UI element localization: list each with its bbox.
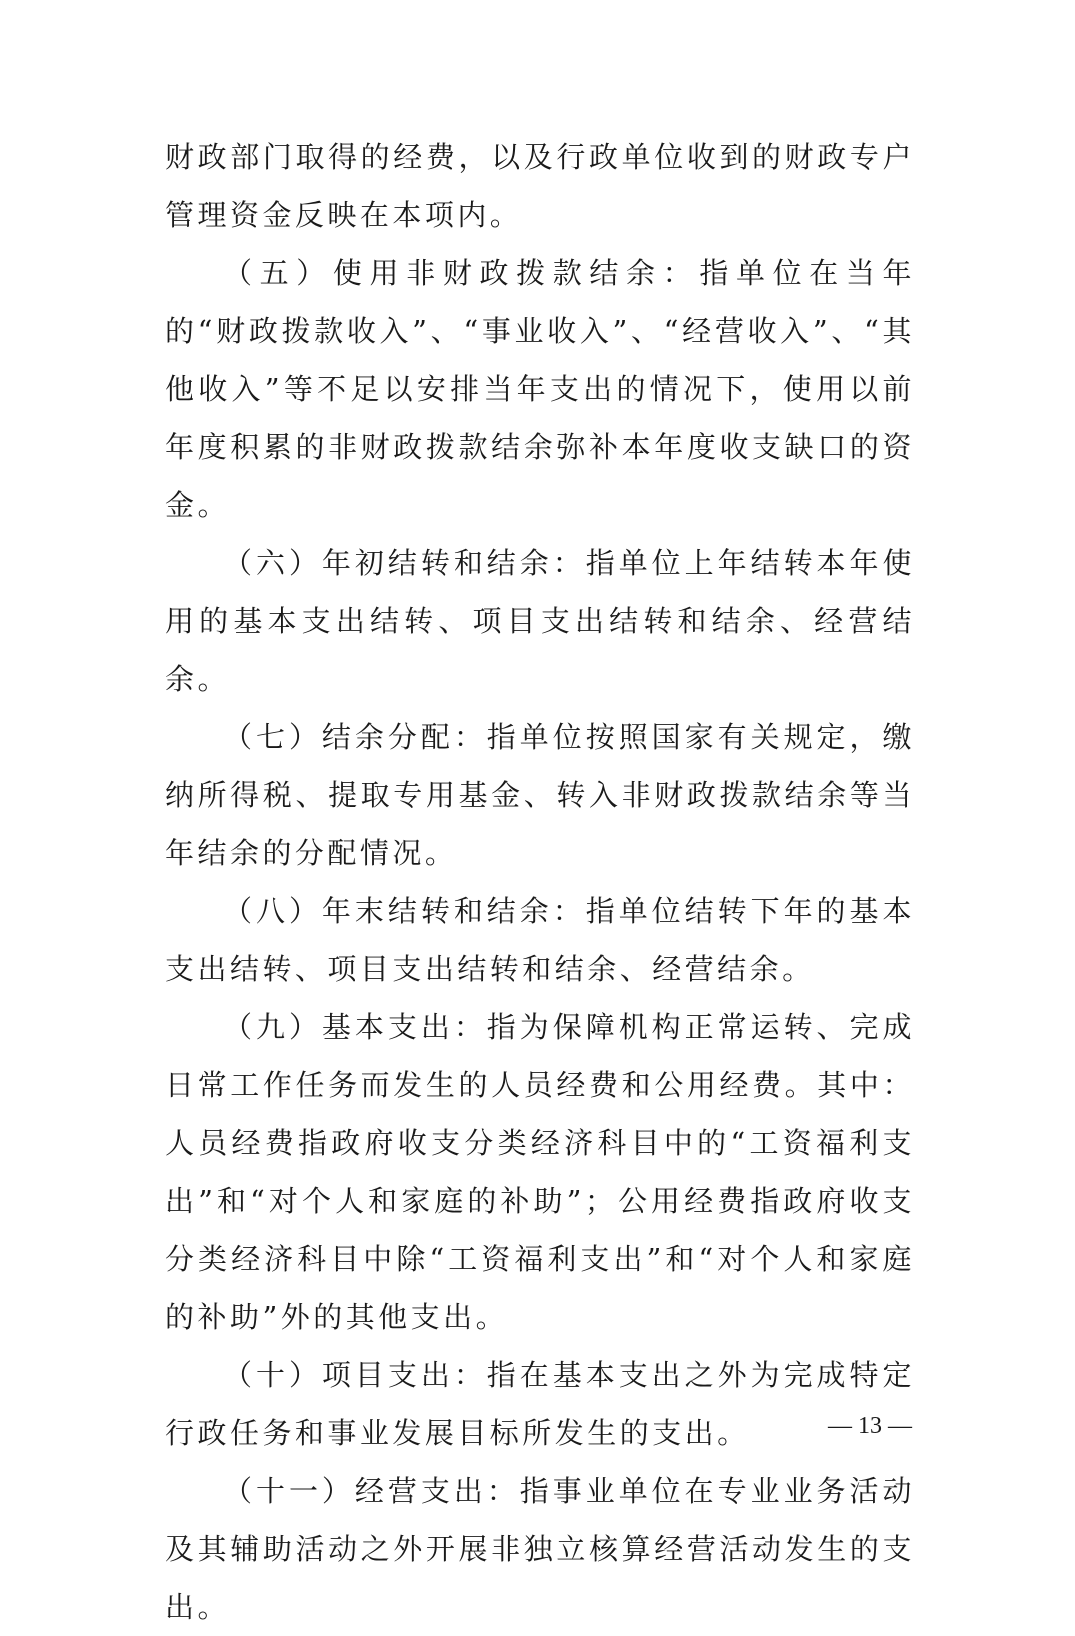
- paragraph-item-10: （十）项目支出：指在基本支出之外为完成特定行政任务和事业发展目标所发生的支出。: [165, 1358, 915, 1450]
- paragraph-item-7: （七）结余分配：指单位按照国家有关规定，缴纳所得税、提取专用基金、转入非财政拨款结余等当年结余的分配情况。: [165, 720, 915, 870]
- paragraph-item-8: （八）年末结转和结余：指单位结转下年的基本支出结转、项目支出结转和结余、经营结余。: [165, 894, 915, 986]
- paragraph-item-6: （六）年初结转和结余：指单位上年结转本年使用的基本支出结转、项目支出结转和结余、经营结余。: [165, 546, 915, 696]
- paragraph-item-5: （五）使用非财政拨款结余：指单位在当年的“财政拨款收入”、“事业收入”、“经营收入”、“其他收入”等不足以安排当年支出的情况下，使用以前年度积累的非财政拨款结余弥补本年度收支缺口的资金。: [165, 256, 915, 522]
- document-body: [165, 128, 915, 1636]
- page-number: — 13 —: [828, 1413, 912, 1439]
- paragraph-item-11: （十一）经营支出：指事业单位在专业业务活动及其辅助活动之外开展非独立核算经营活动发生的支出。: [165, 1474, 915, 1624]
- paragraph-continuation: 财政部门取得的经费，以及行政单位收到的财政专户管理资金反映在本项内。: [165, 140, 915, 232]
- paragraph-item-9: （九）基本支出：指为保障机构正常运转、完成日常工作任务而发生的人员经费和公用经费。其中：人员经费指政府收支分类经济科目中的“工资福利支出”和“对个人和家庭的补助”；公用经费指政府收支分类经济科目中除“工资福利支出”和“对个人和家庭的补助”外的其他支出。: [165, 1010, 915, 1334]
